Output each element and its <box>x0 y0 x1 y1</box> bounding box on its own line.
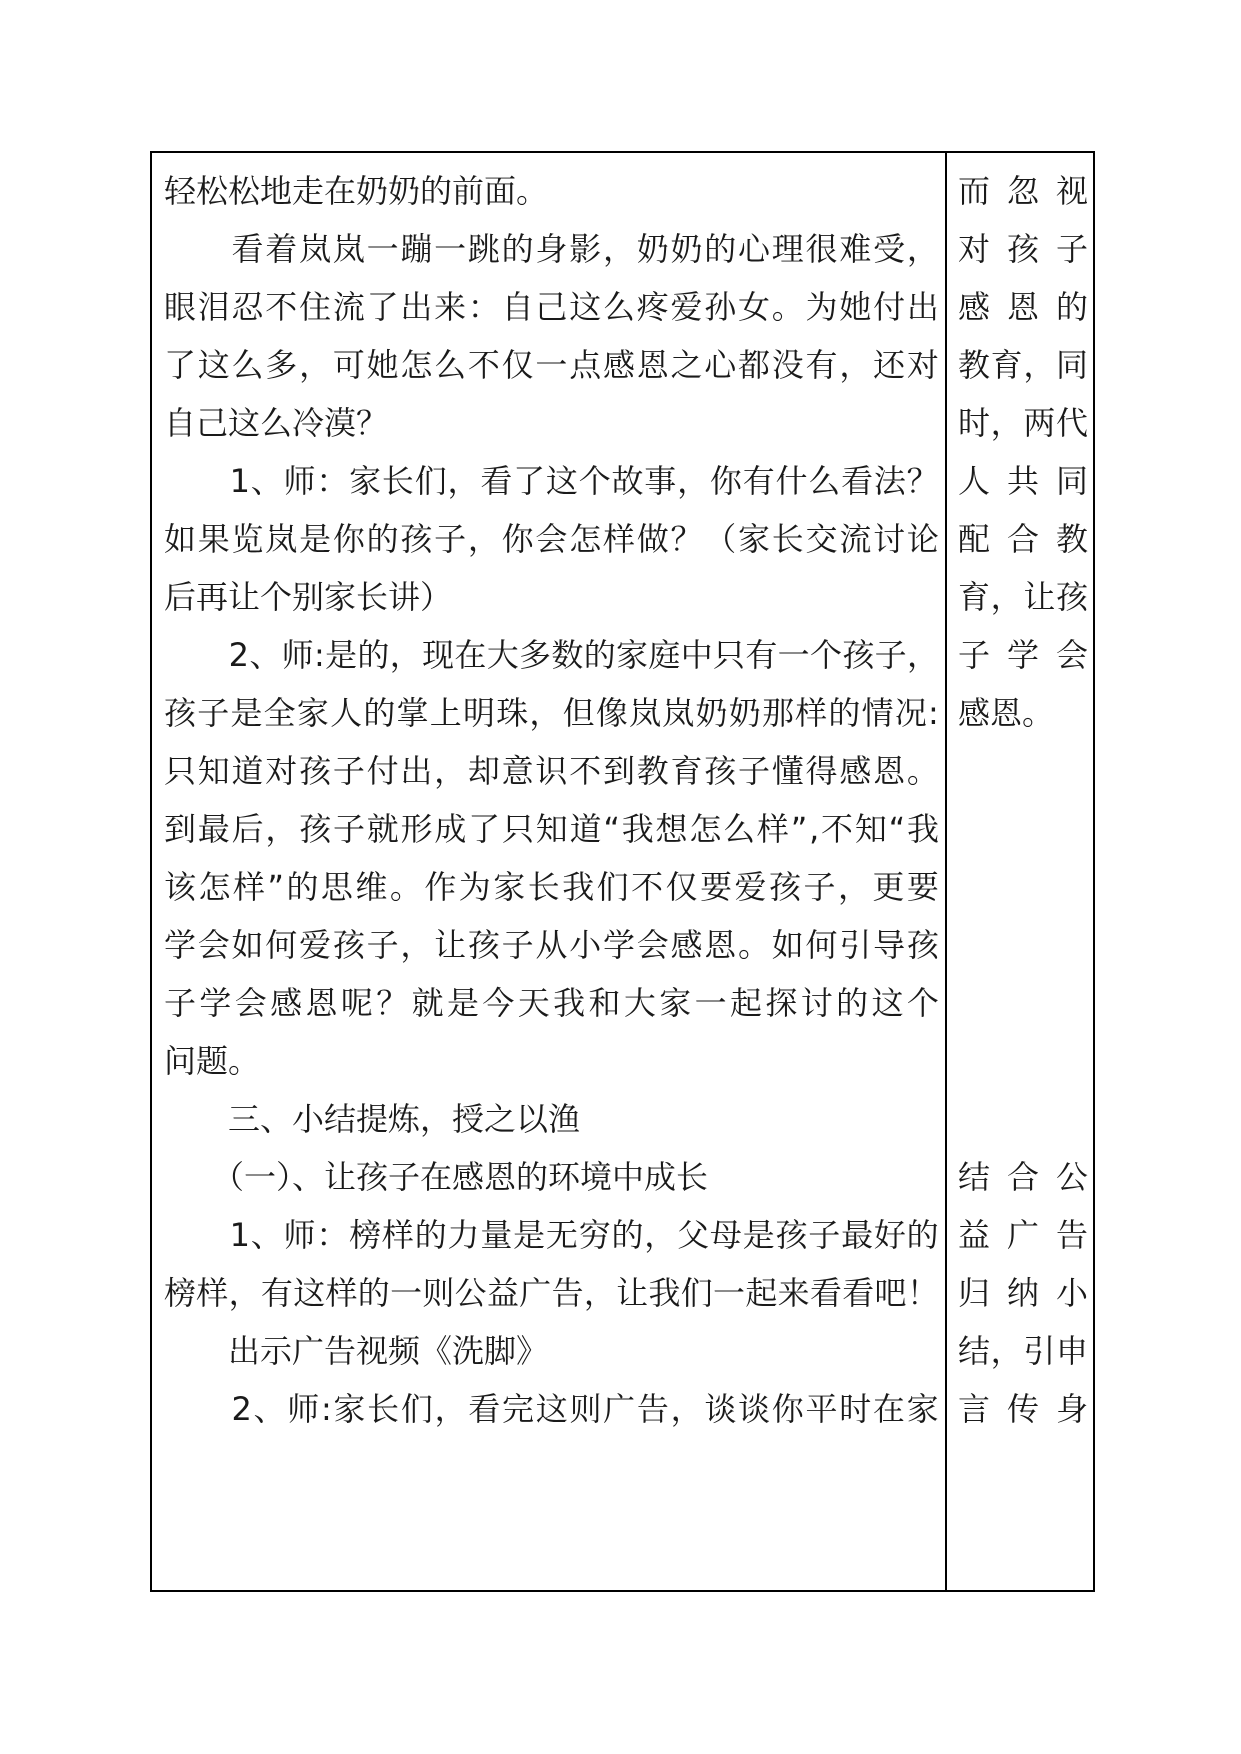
document-table <box>150 151 1095 1592</box>
side-note-line: 子 学 会 <box>958 636 1088 674</box>
subsection-heading: （一）、让孩子在感恩的环境中成长 <box>164 1158 709 1196</box>
main-text-line: 只 知 道 对 孩 子 付 出 ， 却 意 识 不 到 教 育 孩 子 懂 得 感 恩 。 <box>164 752 939 790</box>
side-note-line: 而 忽 视 <box>958 172 1088 210</box>
main-text-line: 2 、 师 : 是 的 ， 现 在 大 多 数 的 家 庭 中 只 有 一 个 孩 子 ， <box>228 636 939 674</box>
main-text-line: 问题。 <box>164 1042 261 1080</box>
side-note-line: 益 广 告 <box>958 1216 1088 1254</box>
side-note-line: 结 合 公 <box>958 1158 1088 1196</box>
main-text-line: 出示广告视频《洗脚》 <box>164 1332 549 1370</box>
main-text-line: 子 学 会 感 恩 呢 ？ 就 是 今 天 我 和 大 家 一 起 探 讨 的 这 个 <box>164 984 939 1022</box>
main-text-line: 看 着 岚 岚 一 蹦 一 跳 的 身 影 ， 奶 奶 的 心 理 很 难 受 ， <box>231 230 939 268</box>
main-text-line: 如 果 览 岚 是 你 的 孩 子 ， 你 会 怎 样 做 ？ （ 家 长 交 流 讨 论 <box>164 520 939 558</box>
main-text-line: 1 、 师 ： 榜 样 的 力 量 是 无 穷 的 ， 父 母 是 孩 子 最 好 的 <box>229 1216 939 1254</box>
main-text-line: 到 最 后 ， 孩 子 就 形 成 了 只 知 道 “ 我 想 怎 么 样 ” , 不 知 “ 我 <box>164 810 939 848</box>
side-note-line: 育 ， 让 孩 <box>958 578 1088 616</box>
side-note-line: 教 育 ， 同 <box>958 346 1088 384</box>
side-note-line: 感 恩 的 <box>958 288 1088 326</box>
side-note-line: 言 传 身 <box>958 1390 1088 1428</box>
main-text-line: 孩 子 是 全 家 人 的 掌 上 明 珠 ， 但 像 岚 岚 奶 奶 那 样 的 情 况 : <box>164 694 939 732</box>
main-text-line: 轻松松地走在奶奶的前面。 <box>164 172 549 210</box>
side-note-line: 人 共 同 <box>958 462 1088 500</box>
main-text-line: 该 怎 样 ” 的 思 维 。 作 为 家 长 我 们 不 仅 要 爱 孩 子 ， 更 要 <box>164 868 939 906</box>
main-text-line: 自己这么冷漠？ <box>164 404 389 442</box>
side-note-line: 对 孩 子 <box>958 230 1088 268</box>
main-text-line: 了 这 么 多 ， 可 她 怎 么 不 仅 一 点 感 恩 之 心 都 没 有 ， 还 对 <box>164 346 939 384</box>
main-text-line: 榜 样 ， 有 这 样 的 一 则 公 益 广 告 ， 让 我 们 一 起 来 看 看 吧 ！ <box>164 1274 939 1312</box>
side-note-line: 归 纳 小 <box>958 1274 1088 1312</box>
main-text-line: 后再让个别家长讲） <box>164 578 453 616</box>
side-note-line: 时 ， 两 代 <box>958 404 1088 442</box>
main-text-line: 学 会 如 何 爱 孩 子 ， 让 孩 子 从 小 学 会 感 恩 。 如 何 引 导 孩 <box>164 926 939 964</box>
section-heading: 三、小结提炼，授之以渔 <box>164 1100 581 1138</box>
main-text-line: 1 、 师 ： 家 长 们 ， 看 了 这 个 故 事 ， 你 有 什 么 看 法 ？ <box>229 462 939 500</box>
side-note-line: 配 合 教 <box>958 520 1088 558</box>
column-divider <box>945 153 947 1590</box>
main-text-line: 眼 泪 忍 不 住 流 了 出 来 ： 自 己 这 么 疼 爱 孙 女 。 为 她 付 出 <box>164 288 939 326</box>
main-text-line: 2 、 师 : 家 长 们 ， 看 完 这 则 广 告 ， 谈 谈 你 平 时 在 家 <box>231 1390 939 1428</box>
side-note-line: 结 ， 引 申 <box>958 1332 1088 1370</box>
side-note-line: 感恩。 <box>958 694 1055 732</box>
